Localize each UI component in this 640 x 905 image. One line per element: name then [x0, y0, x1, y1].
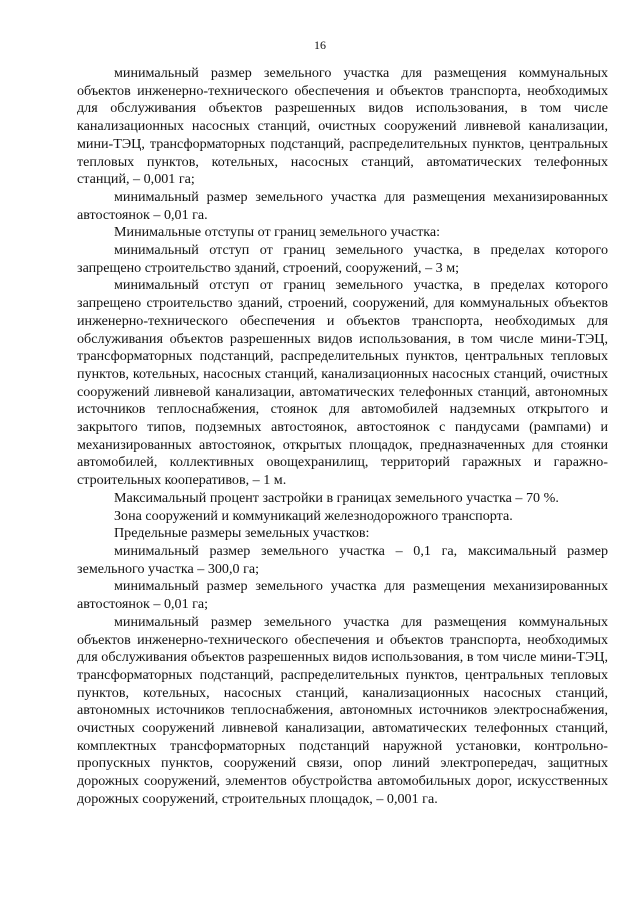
page-number: 16	[314, 38, 326, 52]
paragraph-railway-parking: минимальный размер земельного участка для размещения механизированных автостоянок – 0,01 га;	[77, 578, 608, 613]
paragraph-setback-general: минимальный отступ от границ земельного участка, в пределах которого запрещено строительство зданий, строений, сооружений, – 3 м;	[77, 242, 608, 276]
paragraph-railway-utilities: минимальный размер земельного участка для размещения коммунальных объектов инженерно-технического обеспечения и объектов транспорта, необходимых для обслуживания объектов разрешенных видов использования, в том числе мини-ТЭЦ, трансформаторных подстанций, распределительных пунктов, центральных тепловых пунктов, котельных, насосных станций, канализационных насосных станций, автономных источников теплоснабжения, автономных источников электроснабжения, очистных сооружений ливневой канализации, автоматических телефонных станций, комплектных трансформаторных подстанций наружной установки, контрольно-пропускных пунктов, сооружений связи, опор линий электропередач, защитных дорожных сооружений, элементов обустройства автомобильных дорог, искусственных дорожных сооружений, строительных площадок, – 0,001 га.	[77, 613, 608, 807]
document-body	[77, 65, 608, 809]
paragraph-min-max-size: минимальный размер земельного участка – 0,1 га, максимальный размер земельного участка – 300,0 га;	[77, 542, 608, 577]
paragraph-limit-sizes-heading: Предельные размеры земельных участков:	[114, 525, 370, 542]
paragraph-min-size-utilities: минимальный размер земельного участка для размещения коммунальных объектов инженерно-технического обеспечения и объектов транспорта, необходимых для обслуживания объектов разрешенных видов использования, в том числе канализационных насосных станций, очистных сооружений ливневой канализации, мини-ТЭЦ, трансформаторных подстанций, распределительных пунктов, центральных тепловых пунктов, котельных, насосных станций, автоматических телефонных станций, – 0,001 га;	[77, 65, 608, 188]
paragraph-railway-zone: Зона сооружений и коммуникаций железнодорожного транспорта.	[114, 507, 513, 524]
paragraph-min-size-parking: минимальный размер земельного участка для размещения механизированных автостоянок – 0,01 га.	[77, 188, 608, 223]
paragraph-setbacks-heading: Минимальные отступы от границ земельного участка:	[114, 224, 441, 241]
paragraph-max-coverage: Максимальный процент застройки в границах земельного участка – 70 %.	[114, 489, 559, 506]
paragraph-setback-utilities: минимальный отступ от границ земельного участка, в пределах которого запрещено строительство зданий, строений, сооружений, для коммунальных объектов инженерно-технического обеспечения и объектов транспорта, необходимых для обслуживания объектов разрешенных видов использования, в том числе мини-ТЭЦ, трансформаторных подстанций, распределительных пунктов, центральных тепловых пунктов, котельных, насосных станций, канализационных насосных станций, очистных сооружений ливневой канализации, автоматических телефонных станций, автономных источников теплоснабжения, стоянок для автомобилей надземных открытого и закрытого типов, подземных автостоянок, автостоянок с пандусами (рампами) и механизированных автостоянок, открытых площадок, предназначенных для стоянки автомобилей, коллективных овощехранилищ, территорий гаражных и гаражно-строительных кооперативов, – 1 м.	[77, 277, 608, 489]
